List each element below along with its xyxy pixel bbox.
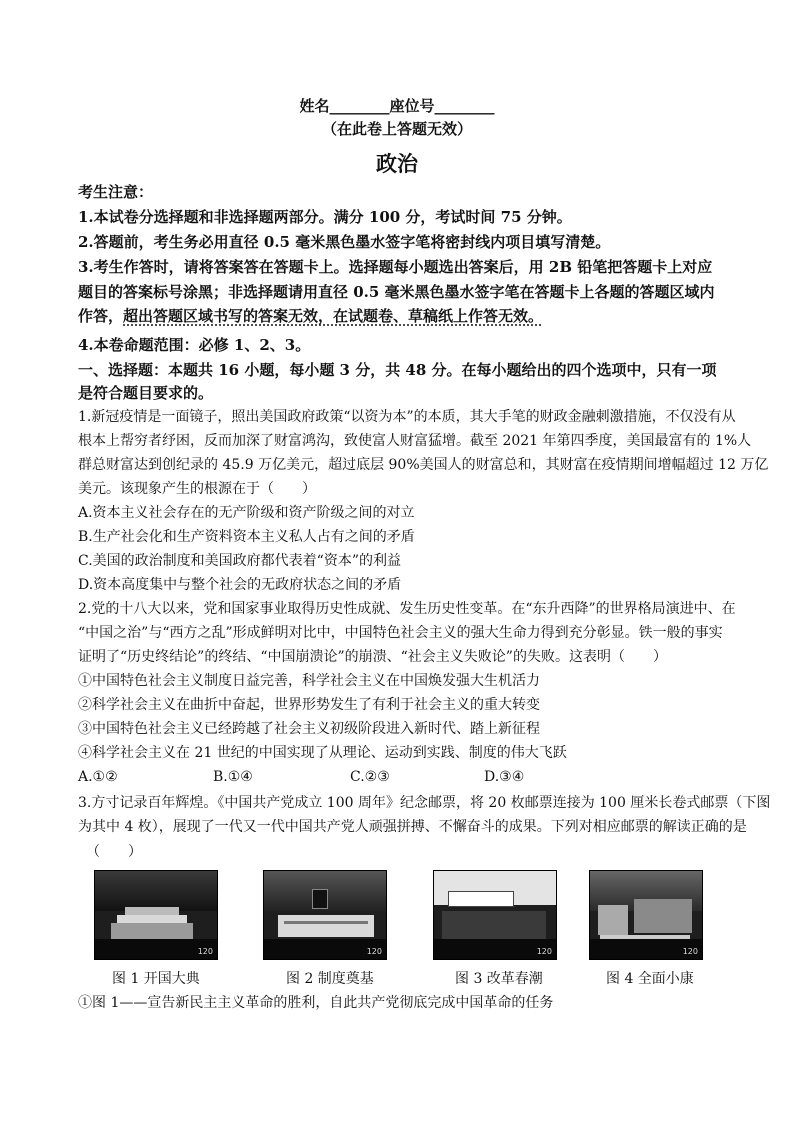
notice-item-3-emphasis: 超出答题区域书写的答案无效，在试题卷、草稿纸上作答无效。: [123, 307, 544, 325]
q2-option-c: C.②③: [350, 769, 390, 785]
q2-option-b: B.①④: [213, 769, 253, 785]
q2-statement-1: ①中国特色社会主义制度日益完善，科学社会主义在中国焕发强大生机活力: [78, 673, 540, 689]
q2-statement-3: ③中国特色社会主义已经跨越了社会主义初级阶段进入新时代、踏上新征程: [78, 721, 540, 737]
q2-statement-4: ④科学社会主义在 21 世纪的中国实现了从理论、运动到实践、制度的伟大飞跃: [78, 745, 567, 761]
q1-stem-line-1: 1.新冠疫情是一面镜子，照出美国政府政策“以资为本”的本质，其大手笔的财政金融刺激措施，不仅没有从: [78, 409, 736, 425]
q1-option-a: A.资本主义社会存在的无产阶级和资产阶级之间的对立: [78, 505, 415, 521]
stamp-3-value: 120: [536, 947, 552, 956]
stamp-1-value: 120: [197, 947, 213, 956]
q1-option-b: B.生产社会化和生产资料资本主义私人占有之间的矛盾: [78, 529, 415, 545]
notice-item-2: 2.答题前，考生务必用直径 0.5 毫米黑色墨水签字笔将密封线内项目填写清楚。: [78, 233, 611, 251]
q3-stem-line-2: 为其中 4 枚），展现了一代又一代中国共产党人顽强拼搏、不懈奋斗的成果。下列对相应邮票的解读正确的是: [78, 819, 747, 835]
q1-stem-line-4: 美元。该现象产生的根源在于（ ）: [78, 481, 316, 497]
stamp-image-2: [263, 870, 387, 960]
notice-item-1: 1.本试卷分选择题和非选择题两部分。满分 100 分，考试时间 75 分钟。: [78, 208, 572, 226]
section-1-heading-line-1: 一、选择题：本题共 16 小题，每小题 3 分，共 48 分。在每小题给出的四个选项中，只有一项: [78, 361, 717, 379]
notice-item-3-line-3: [78, 306, 718, 326]
no-answer-note: （在此卷上答题无效）: [321, 120, 472, 138]
notice-item-3-prefix: 作答，: [78, 307, 124, 325]
stamp-4-value: 120: [682, 947, 698, 956]
section-1-heading-line-2: 是符合题目要求的。: [78, 384, 214, 402]
q1-stem-line-2: 根本上帮穷者纾困，反而加深了财富鸿沟，致使富人财富猛增。截至 2021 年第四季度，美国最富有的 1%人: [78, 433, 752, 449]
q2-option-a: A.①②: [78, 769, 118, 785]
stamp-image-1: [94, 870, 218, 960]
stamp-image-4: [589, 870, 703, 960]
q3-stem-line-1: 3.方寸记录百年辉煌。《中国共产党成立 100 周年》纪念邮票，将 20 枚邮票连接为 100 厘米长卷式邮票（下图: [78, 795, 771, 811]
figure-1-caption: 图 1 开国大典: [112, 971, 200, 987]
notice-item-3-line-1: 3.考生作答时，请将答案答在答题卡上。选择题每小题选出答案后，用 2B 铅笔把答题卡上对应: [78, 258, 713, 276]
q2-option-d: D.③④: [484, 769, 525, 785]
name-seat-line: 姓名________座位号________: [299, 97, 495, 115]
q2-stem-line-2: “中国之治”与“西方之乱”形成鲜明对比中，中国特色社会主义的强大生命力得到充分彰显。铁一般的事实: [78, 625, 723, 641]
q3-statement-1: ①图 1——宣告新民主主义革命的胜利，自此共产党彻底完成中国革命的任务: [78, 995, 554, 1011]
figure-4-caption: 图 4 全面小康: [606, 971, 694, 987]
q2-stem-line-3: 证明了“历史终结论”的终结、“中国崩溃论”的崩溃、“社会主义失败论”的失败。这表明（ ）: [78, 649, 667, 665]
notice-title: 考生注意：: [78, 183, 154, 201]
q1-option-d: D.资本高度集中与整个社会的无政府状态之间的矛盾: [78, 577, 402, 593]
q2-stem-line-1: 2.党的十八大以来，党和国家事业取得历史性成就、发生历史性变革。在“东升西降”的世界格局演进中、在: [78, 601, 736, 617]
q1-stem-line-3: 群总财富达到创纪录的 45.9 万亿美元，超过底层 90%美国人的财富总和，其财富在疫情期间增幅超过 12 万亿: [78, 457, 769, 473]
subject-title: 政治: [376, 151, 418, 176]
notice-item-4: 4.本卷命题范围：必修 1、2、3。: [78, 336, 311, 354]
stamp-2-value: 120: [366, 947, 382, 956]
figure-3-caption: 图 3 改革春潮: [455, 971, 543, 987]
q2-statement-2: ②科学社会主义在曲折中奋起，世界形势发生了有利于社会主义的重大转变: [78, 697, 540, 713]
q1-option-c: C.美国的政治制度和美国政府都代表着“资本”的利益: [78, 553, 401, 569]
stamp-image-3: [433, 870, 557, 960]
notice-item-3-line-2: 题目的答案标号涂黑；非选择题请用直径 0.5 毫米黑色墨水签字笔在答题卡上各题的答题区域内: [78, 283, 715, 301]
figure-2-caption: 图 2 制度奠基: [286, 971, 374, 987]
q3-stem-line-3: （ ）: [86, 844, 142, 860]
